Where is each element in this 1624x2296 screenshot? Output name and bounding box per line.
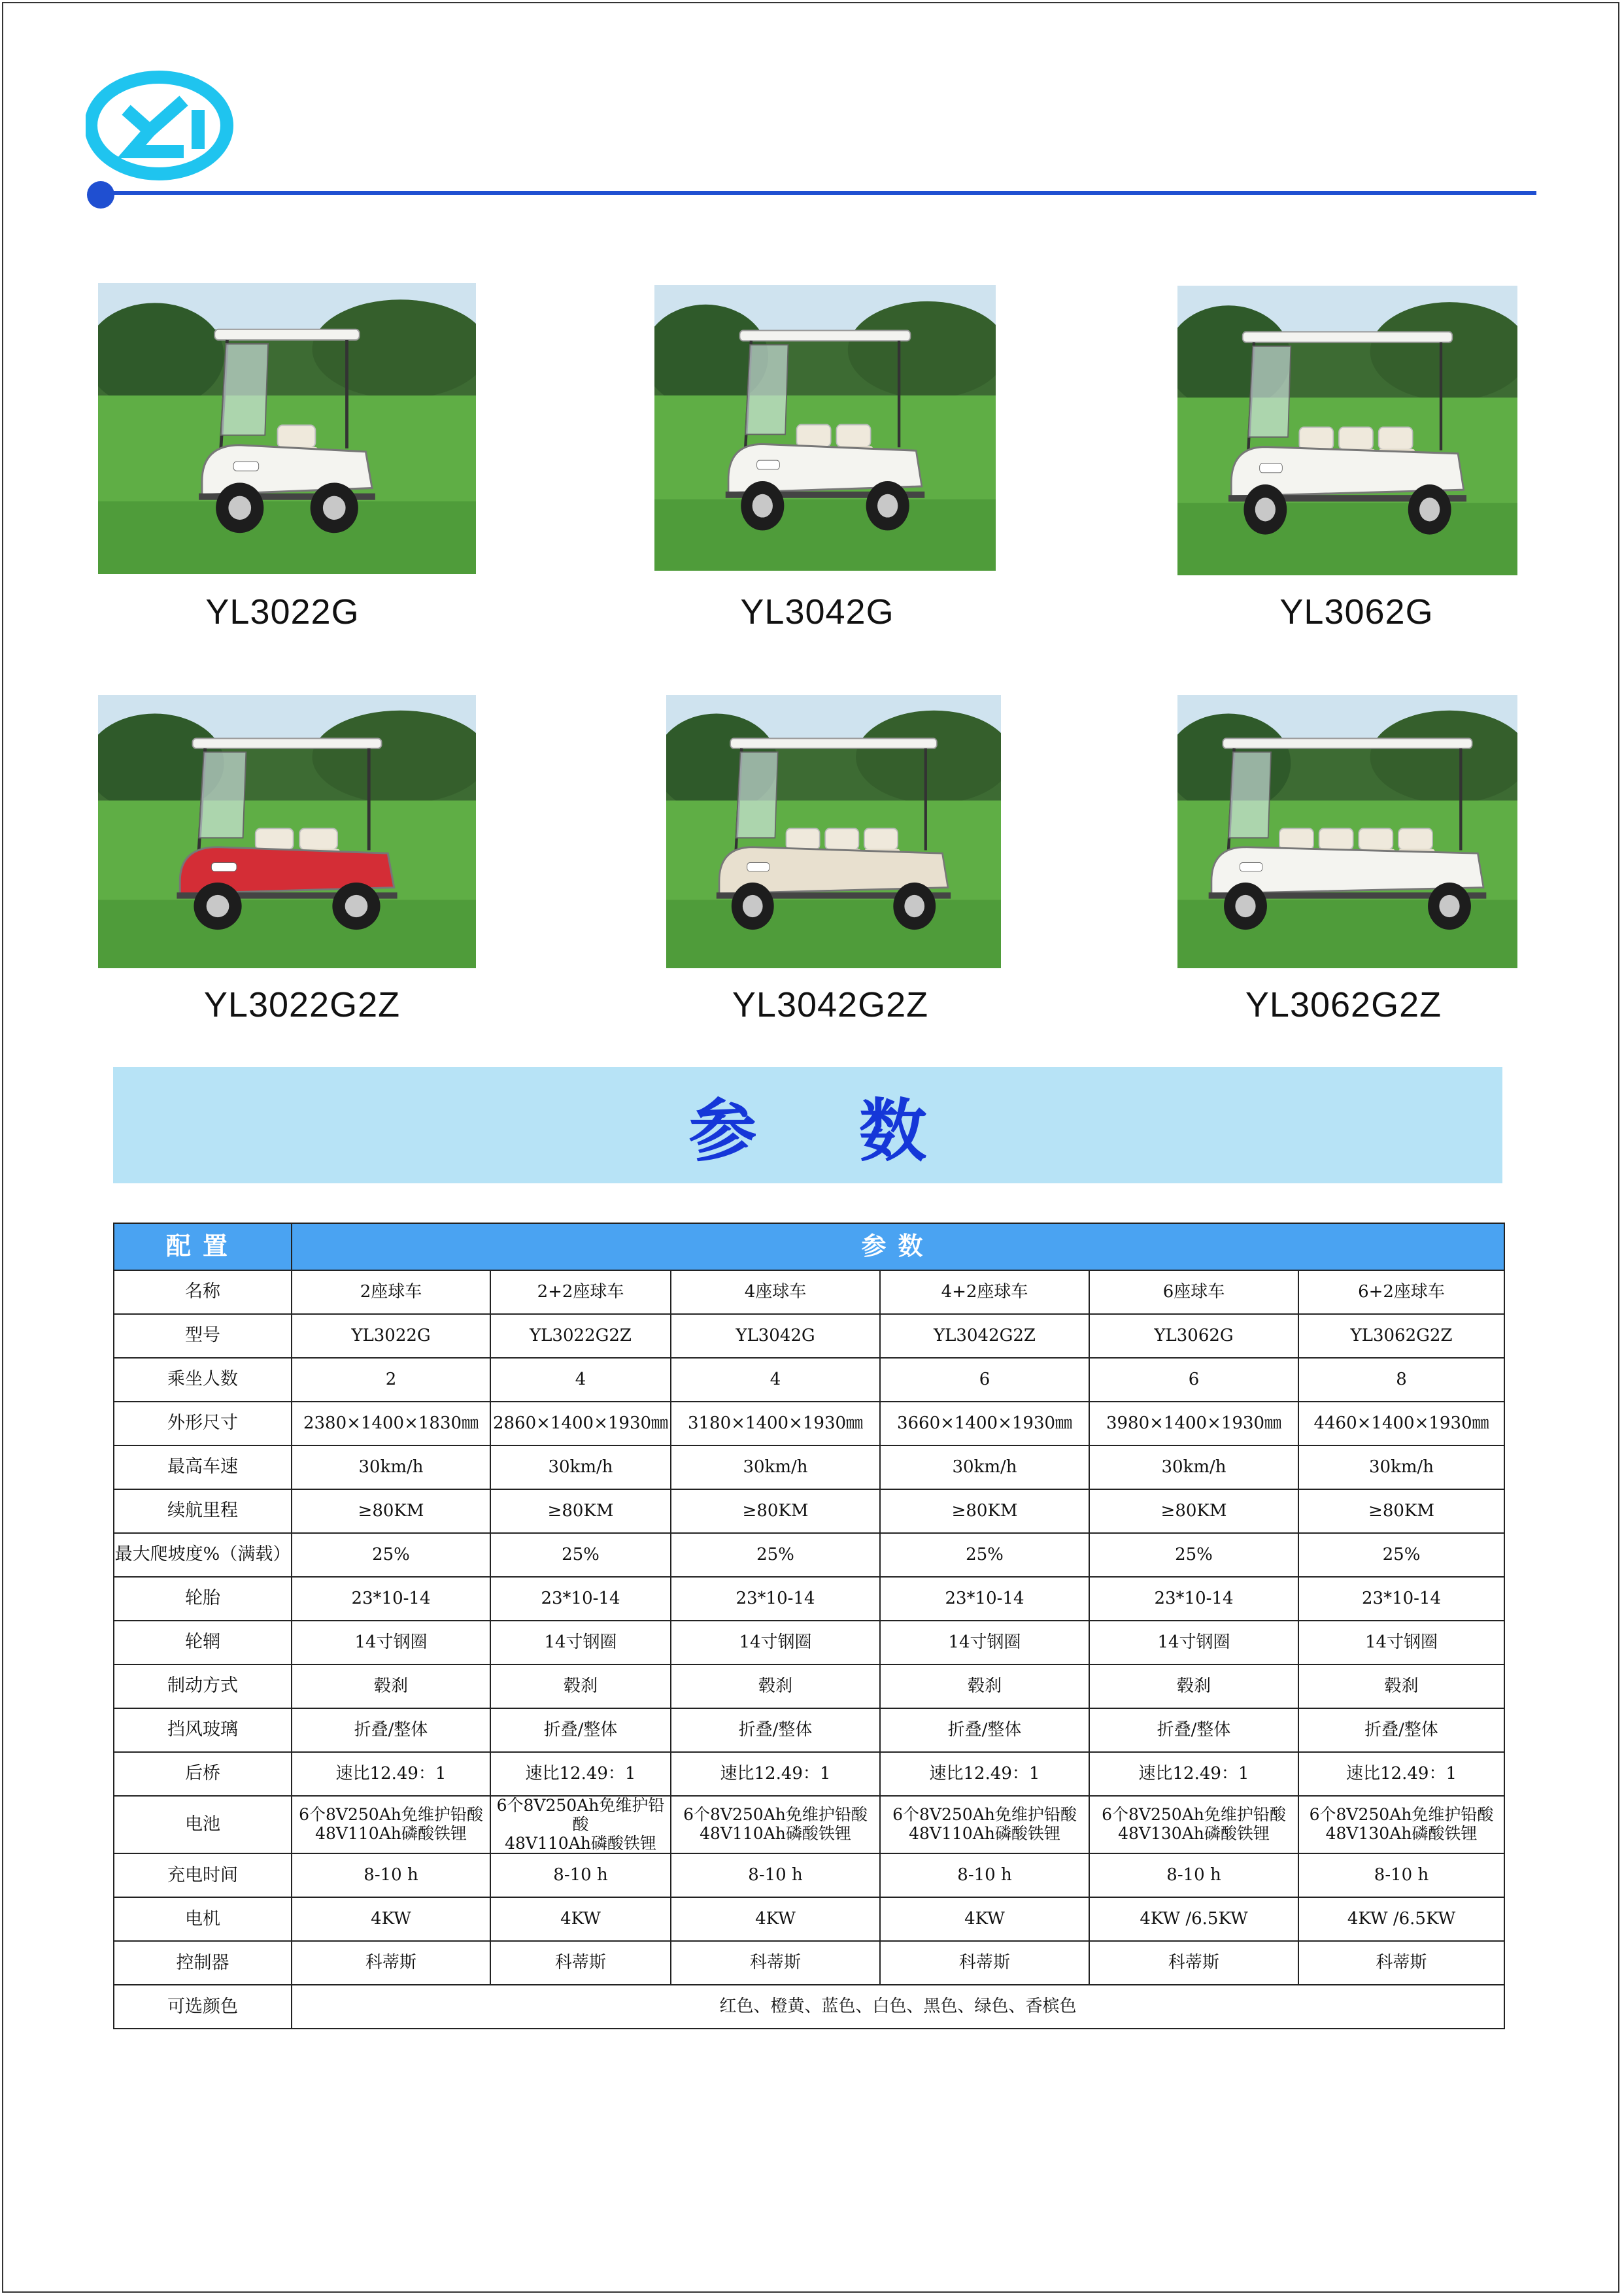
- row-label: 控制器: [114, 1941, 292, 1985]
- table-cell: 14寸钢圈: [1298, 1621, 1504, 1664]
- table-cell: YL3042G: [671, 1314, 880, 1358]
- header-config: 配置: [114, 1223, 292, 1270]
- table-cell: 科蒂斯: [671, 1941, 880, 1985]
- params-banner: [113, 1067, 1502, 1183]
- table-cell: 科蒂斯: [1089, 1941, 1298, 1985]
- table-cell: 红色、橙黄、蓝色、白色、黑色、绿色、香槟色: [292, 1985, 1504, 2029]
- table-cell: 4: [671, 1358, 880, 1402]
- golf-cart-photo: [654, 285, 996, 571]
- battery-line: 6个8V250Ah免维护铅酸: [892, 1805, 1077, 1825]
- row-label: 最大爬坡度%（满载）: [114, 1533, 292, 1577]
- table-cell: YL3042G2Z: [880, 1314, 1089, 1358]
- table-cell: 毂刹: [292, 1664, 490, 1708]
- table-cell: ≥80KM: [880, 1489, 1089, 1533]
- row-label: 电机: [114, 1897, 292, 1941]
- table-cell: 8-10 h: [490, 1853, 671, 1897]
- table-row: [114, 1708, 1504, 1752]
- table-cell: 折叠/整体: [1298, 1708, 1504, 1752]
- golf-cart-photo: [98, 283, 476, 574]
- table-cell: 速比12.49：1: [880, 1752, 1089, 1796]
- table-row: [114, 1621, 1504, 1664]
- table-cell: 25%: [1089, 1533, 1298, 1577]
- battery-line: 6个8V250Ah免维护铅酸: [683, 1805, 868, 1825]
- table-cell: 30km/h: [880, 1445, 1089, 1489]
- table-cell: 14寸钢圈: [1089, 1621, 1298, 1664]
- row-label: 外形尺寸: [114, 1402, 292, 1445]
- table-cell: 毂刹: [880, 1664, 1089, 1708]
- table-cell: 8-10 h: [292, 1853, 490, 1897]
- table-cell: YL3062G: [1089, 1314, 1298, 1358]
- table-cell: ≥80KM: [1089, 1489, 1298, 1533]
- golf-cart-photo: [1177, 286, 1517, 575]
- spec-table: [113, 1223, 1505, 2029]
- table-cell: 30km/h: [1298, 1445, 1504, 1489]
- battery-line: 48V110Ah磷酸铁锂: [315, 1824, 467, 1844]
- table-cell: 14寸钢圈: [292, 1621, 490, 1664]
- model-caption: YL3042G: [740, 592, 894, 632]
- row-label: 最高车速: [114, 1445, 292, 1489]
- table-cell: 30km/h: [292, 1445, 490, 1489]
- golf-cart-photo: [666, 695, 1001, 968]
- row-label: 挡风玻璃: [114, 1708, 292, 1752]
- table-cell: 毂刹: [490, 1664, 671, 1708]
- table-cell: 4: [490, 1358, 671, 1402]
- table-row: [114, 1985, 1504, 2029]
- table-cell: 25%: [1298, 1533, 1504, 1577]
- table-cell: 速比12.49：1: [1089, 1752, 1298, 1796]
- table-cell: 4KW: [292, 1897, 490, 1941]
- table-row: [114, 1533, 1504, 1577]
- table-cell: 4KW: [671, 1897, 880, 1941]
- model-caption: YL3022G: [205, 592, 360, 632]
- table-cell: 23*10-14: [292, 1577, 490, 1621]
- table-row: [114, 1664, 1504, 1708]
- table-cell: 4KW /6.5KW: [1089, 1897, 1298, 1941]
- table-cell: 23*10-14: [671, 1577, 880, 1621]
- header-dot: [87, 181, 114, 209]
- table-cell: 4座球车: [671, 1270, 880, 1314]
- battery-line: 6个8V250Ah免维护铅酸: [496, 1796, 665, 1834]
- table-row: [114, 1445, 1504, 1489]
- row-label: 电池: [114, 1796, 292, 1853]
- table-cell: 30km/h: [490, 1445, 671, 1489]
- table-cell: 2380×1400×1830㎜: [292, 1402, 490, 1445]
- battery-line: 48V130Ah磷酸铁锂: [1118, 1824, 1270, 1844]
- table-cell: 25%: [671, 1533, 880, 1577]
- table-cell: 科蒂斯: [880, 1941, 1089, 1985]
- table-cell: ≥80KM: [292, 1489, 490, 1533]
- battery-line: 6个8V250Ah免维护铅酸: [1309, 1805, 1494, 1825]
- table-row: [114, 1853, 1504, 1897]
- header-params: 参数: [292, 1223, 1504, 1270]
- row-label: 轮胎: [114, 1577, 292, 1621]
- table-row: [114, 1897, 1504, 1941]
- header-rule: [105, 191, 1536, 195]
- battery-line: 48V110Ah磷酸铁锂: [700, 1824, 851, 1844]
- table-cell: 毂刹: [1298, 1664, 1504, 1708]
- table-cell: 23*10-14: [490, 1577, 671, 1621]
- table-cell: 毂刹: [1089, 1664, 1298, 1708]
- table-cell: 折叠/整体: [671, 1708, 880, 1752]
- table-cell: 30km/h: [1089, 1445, 1298, 1489]
- row-label: 充电时间: [114, 1853, 292, 1897]
- table-cell: 速比12.49：1: [671, 1752, 880, 1796]
- table-cell: 8-10 h: [1089, 1853, 1298, 1897]
- table-cell: 4KW: [490, 1897, 671, 1941]
- golf-cart-photo: [98, 695, 476, 968]
- table-cell: 科蒂斯: [292, 1941, 490, 1985]
- table-cell: ≥80KM: [490, 1489, 671, 1533]
- table-cell: [292, 1796, 490, 1853]
- table-cell: 6座球车: [1089, 1270, 1298, 1314]
- table-cell: 科蒂斯: [1298, 1941, 1504, 1985]
- table-cell: 8-10 h: [880, 1853, 1089, 1897]
- table-row: [114, 1270, 1504, 1314]
- table-cell: 3980×1400×1930㎜: [1089, 1402, 1298, 1445]
- table-cell: 速比12.49：1: [292, 1752, 490, 1796]
- yl-logo: [86, 71, 236, 182]
- table-cell: 折叠/整体: [292, 1708, 490, 1752]
- params-banner-title: 参 数: [688, 1091, 966, 1171]
- table-cell: [671, 1796, 880, 1853]
- table-cell: 毂刹: [671, 1664, 880, 1708]
- row-label: 可选颜色: [114, 1985, 292, 2029]
- table-cell: 2+2座球车: [490, 1270, 671, 1314]
- battery-line: 48V130Ah磷酸铁锂: [1325, 1824, 1478, 1844]
- row-label: 型号: [114, 1314, 292, 1358]
- table-cell: [880, 1796, 1089, 1853]
- battery-line: 48V110Ah磷酸铁锂: [505, 1833, 656, 1853]
- table-cell: 30km/h: [671, 1445, 880, 1489]
- table-cell: 科蒂斯: [490, 1941, 671, 1985]
- row-label: 制动方式: [114, 1664, 292, 1708]
- row-label: 轮辋: [114, 1621, 292, 1664]
- table-cell: 折叠/整体: [490, 1708, 671, 1752]
- table-cell: 3660×1400×1930㎜: [880, 1402, 1089, 1445]
- table-row: [114, 1941, 1504, 1985]
- table-cell: 4KW /6.5KW: [1298, 1897, 1504, 1941]
- table-cell: [1089, 1796, 1298, 1853]
- table-cell: ≥80KM: [671, 1489, 880, 1533]
- table-row: [114, 1358, 1504, 1402]
- golf-cart-photo: [1177, 695, 1517, 968]
- model-caption: YL3062G2Z: [1245, 985, 1442, 1024]
- table-cell: 4460×1400×1930㎜: [1298, 1402, 1504, 1445]
- table-cell: 6: [1089, 1358, 1298, 1402]
- table-cell: 14寸钢圈: [880, 1621, 1089, 1664]
- table-cell: 6+2座球车: [1298, 1270, 1504, 1314]
- row-label: 后桥: [114, 1752, 292, 1796]
- table-cell: 折叠/整体: [1089, 1708, 1298, 1752]
- table-cell: 速比12.49：1: [1298, 1752, 1504, 1796]
- table-cell: [490, 1796, 671, 1853]
- model-caption: YL3042G2Z: [732, 985, 929, 1024]
- table-row: [114, 1577, 1504, 1621]
- table-cell: 23*10-14: [1298, 1577, 1504, 1621]
- table-row: [114, 1752, 1504, 1796]
- model-caption: YL3062G: [1279, 592, 1434, 632]
- table-cell: 2座球车: [292, 1270, 490, 1314]
- table-cell: 25%: [880, 1533, 1089, 1577]
- row-label: 续航里程: [114, 1489, 292, 1533]
- row-label: 乘坐人数: [114, 1358, 292, 1402]
- table-cell: 折叠/整体: [880, 1708, 1089, 1752]
- table-cell: 4KW: [880, 1897, 1089, 1941]
- table-cell: 25%: [490, 1533, 671, 1577]
- table-row: [114, 1796, 1504, 1853]
- table-cell: 25%: [292, 1533, 490, 1577]
- table-cell: 速比12.49：1: [490, 1752, 671, 1796]
- battery-line: 6个8V250Ah免维护铅酸: [1102, 1805, 1286, 1825]
- table-cell: ≥80KM: [1298, 1489, 1504, 1533]
- battery-line: 6个8V250Ah免维护铅酸: [299, 1805, 483, 1825]
- table-cell: YL3022G: [292, 1314, 490, 1358]
- battery-line: 48V110Ah磷酸铁锂: [909, 1824, 1060, 1844]
- table-cell: [1298, 1796, 1504, 1853]
- table-cell: YL3062G2Z: [1298, 1314, 1504, 1358]
- table-cell: 4+2座球车: [880, 1270, 1089, 1314]
- table-cell: YL3022G2Z: [490, 1314, 671, 1358]
- row-label: 名称: [114, 1270, 292, 1314]
- table-cell: 6: [880, 1358, 1089, 1402]
- table-cell: 14寸钢圈: [490, 1621, 671, 1664]
- table-row: [114, 1489, 1504, 1533]
- table-cell: 23*10-14: [880, 1577, 1089, 1621]
- table-cell: 8-10 h: [671, 1853, 880, 1897]
- table-header-row: [114, 1223, 1504, 1270]
- table-row: [114, 1402, 1504, 1445]
- table-cell: 14寸钢圈: [671, 1621, 880, 1664]
- table-cell: 8: [1298, 1358, 1504, 1402]
- table-row: [114, 1314, 1504, 1358]
- table-cell: 3180×1400×1930㎜: [671, 1402, 880, 1445]
- table-cell: 23*10-14: [1089, 1577, 1298, 1621]
- table-cell: 2860×1400×1930㎜: [490, 1402, 671, 1445]
- model-caption: YL3022G2Z: [203, 985, 401, 1024]
- table-cell: 8-10 h: [1298, 1853, 1504, 1897]
- table-cell: 2: [292, 1358, 490, 1402]
